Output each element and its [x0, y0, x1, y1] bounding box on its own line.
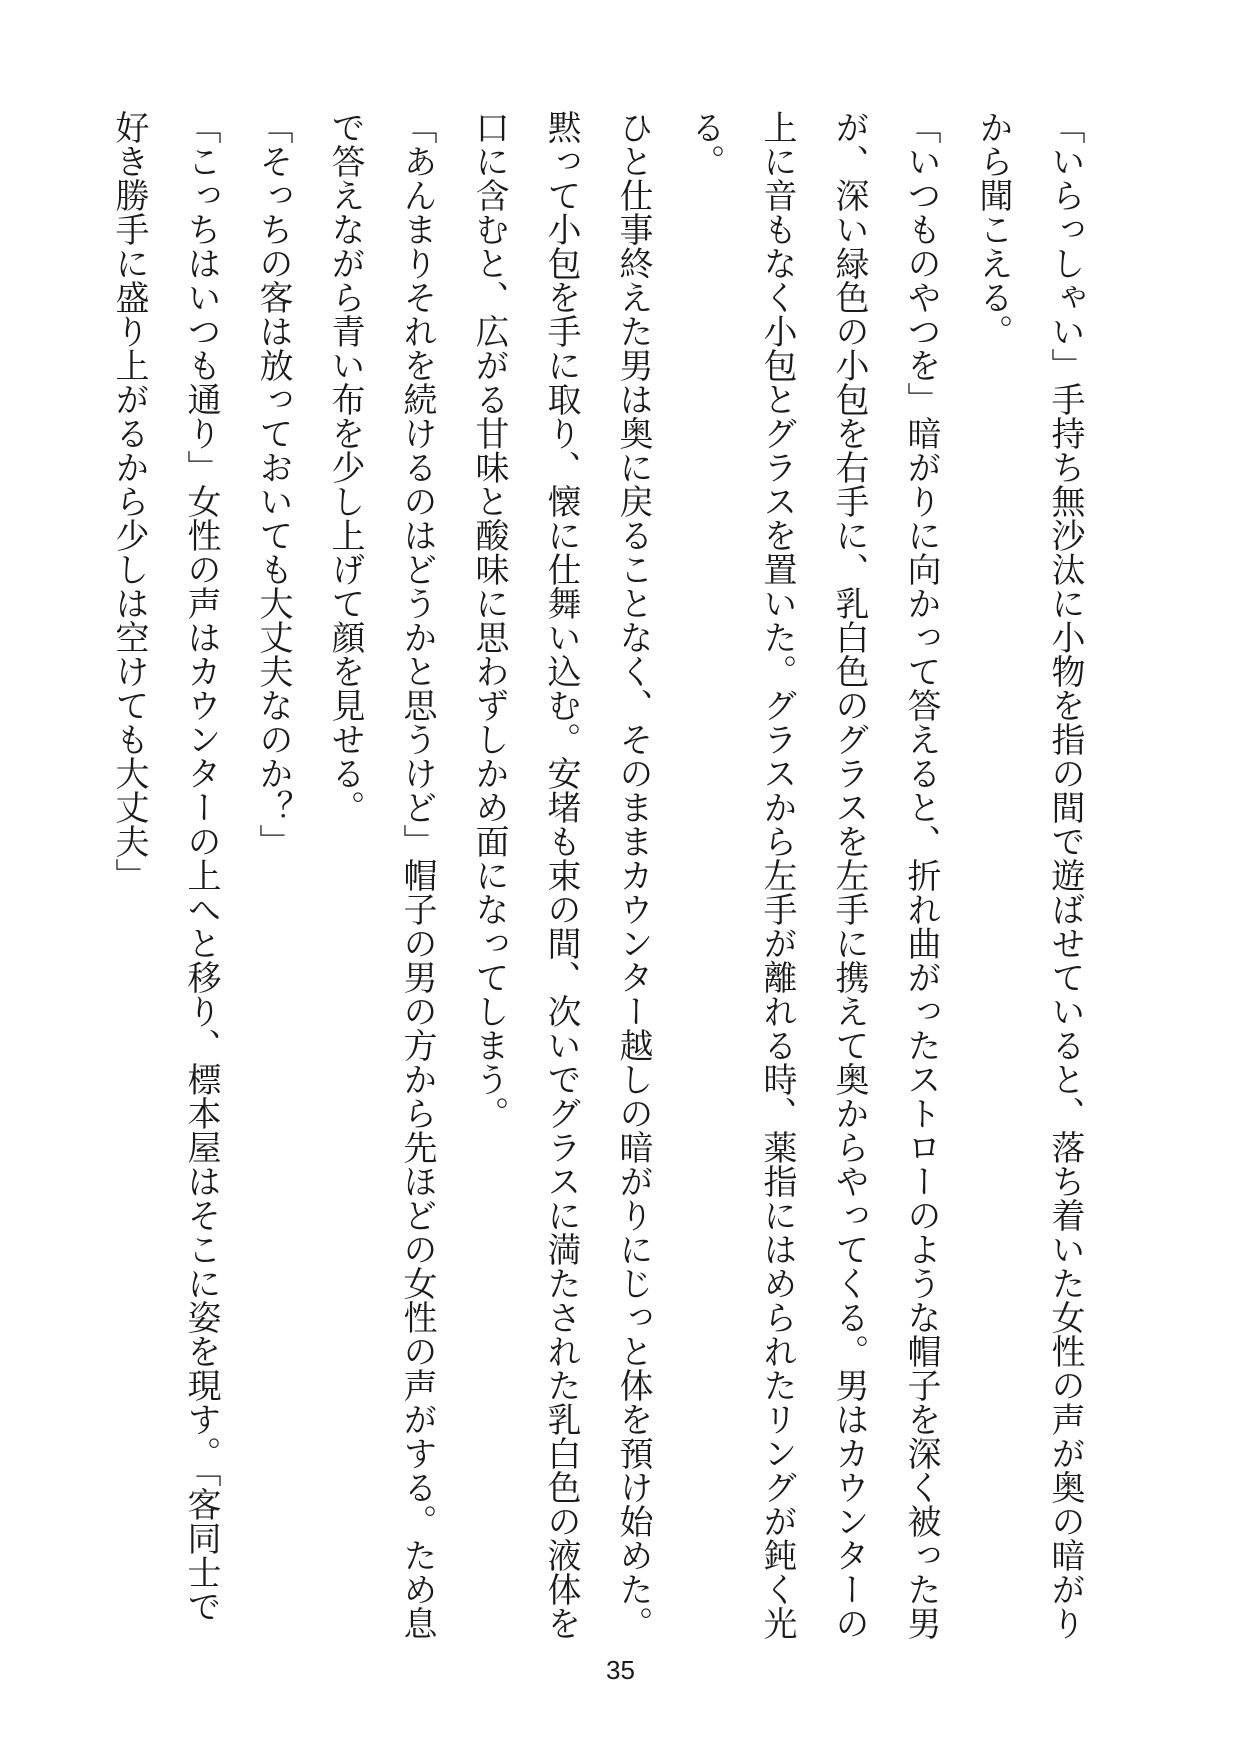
paragraph: 「こっちはいつも通り」女性の声はカウンターの上へと移り、標本屋はそこに姿を現す。「客同士で好き勝手に盛り上がるから少しは空けても大丈夫」 [109, 110, 221, 1623]
paragraph: 「そっちの客は放っておいても大丈夫なのか？」 [253, 110, 293, 858]
paragraph: ひと仕事終えた男は奥に戻ることなく、そのままカウンター越しの暗がりにじっと体を預け始めた。黙って小包を手に取り、懐に仕舞い込む。安堵も束の間、次いでグラスに満たされた乳白色の液体を口に含むと、広がる甘味と酸味に思わずしかめ面になってしまう。 [469, 110, 653, 1640]
paragraph: 「いらっしゃい」手持ち無沙汰に小物を指の間で遊ばせていると、落ち着いた女性の声が奥の暗がりから聞こえる。 [973, 110, 1085, 1640]
paragraph: 「あんまりそれを続けるのはどうかと思うけど」帽子の男の方から先ほどの女性の声がする。ため息で答えながら青い布を少し上げて顔を見せる。 [325, 110, 437, 1640]
vertical-text-body [101, 110, 1101, 1640]
page-number: 35 [606, 1655, 635, 1685]
paragraph: 「いつものやつを」暗がりに向かって答えると、折れ曲がったストローのような帽子を深く被った男が、深い緑色の小包を右手に、乳白色のグラスを左手に携えて奥からやってくる。男はカウンターの上に音もなく小包とグラスを置いた。グラスから左手が離れる時、薬指にはめられたリングが鈍く光る。 [685, 110, 941, 1640]
